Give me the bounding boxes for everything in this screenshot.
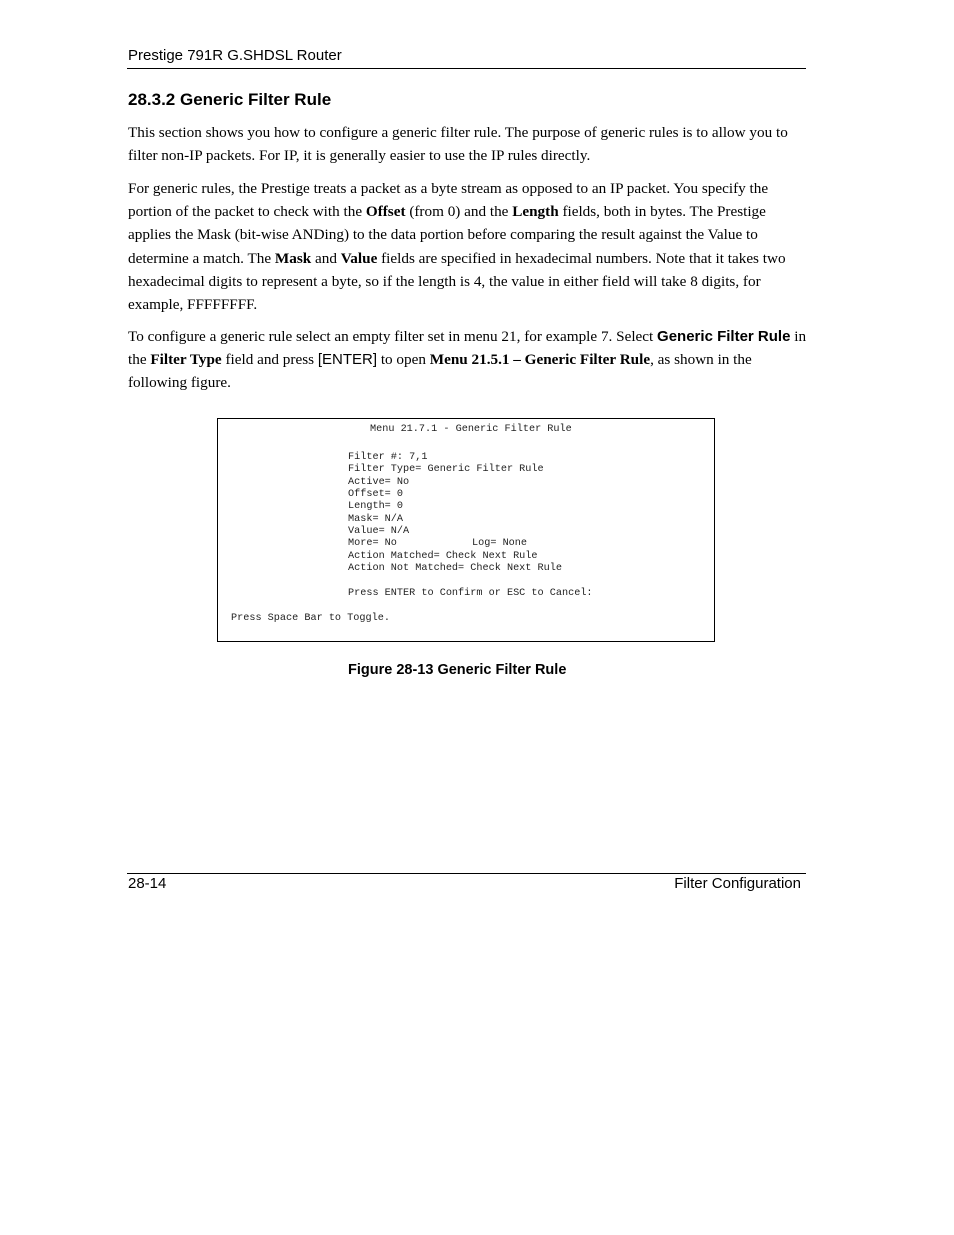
- bold-term-generic-filter-rule: Generic Filter Rule: [657, 328, 791, 345]
- figure-caption: Figure 28-13 Generic Filter Rule: [348, 662, 567, 678]
- bold-term-menu-name: Menu 21.5.1 – Generic Filter Rule: [429, 351, 651, 369]
- text-run: , as shown in the following figure.: [128, 351, 752, 392]
- terminal-mask: Mask= N/A: [348, 514, 404, 525]
- text-run: To configure a generic rule select an empty filter set in menu 21, for example 7. Select: [128, 328, 658, 345]
- bold-term-mask: Mask: [274, 249, 312, 267]
- paragraph-generic-rules: [128, 177, 808, 316]
- text-run: For generic rules, the Prestige treats a packet as a byte stream as opposed to an IP packet. You specify the portion of the packet to check with the: [128, 180, 769, 221]
- text-run: to open: [377, 351, 430, 369]
- footer-chapter-title: Filter Configuration: [674, 875, 801, 892]
- bold-term-value: Value: [340, 249, 378, 267]
- key-enter: [ENTER]: [317, 351, 378, 369]
- terminal-action-matched: Action Matched= Check Next Rule: [348, 551, 538, 562]
- text-run: field and press: [221, 351, 318, 369]
- terminal-more: More= No: [348, 538, 397, 549]
- section-heading: 28.3.2 Generic Filter Rule: [128, 90, 332, 109]
- terminal-value: Value= N/A: [348, 526, 410, 537]
- terminal-filter-type: Filter Type= Generic Filter Rule: [348, 464, 544, 475]
- terminal-length: Length= 0: [348, 501, 404, 512]
- text-run: fields, both in bytes. The Prestige applies the Mask (bit-wise ANDing) to the data portion before comparing the result against the Value to determine a match. The: [128, 203, 766, 267]
- header-divider: [127, 68, 806, 69]
- bold-term-filter-type: Filter Type: [150, 351, 222, 369]
- text-run: in the: [128, 328, 807, 369]
- footer-page-number: 28-14: [128, 875, 167, 892]
- terminal-confirm-prompt: Press ENTER to Confirm or ESC to Cancel:: [348, 588, 593, 599]
- terminal-toggle-hint: Press Space Bar to Toggle.: [231, 613, 390, 624]
- text-run: fields are specified in hexadecimal numbers. Note that it takes two hexadecimal digits to represent a byte, so if the length is 4, the value in either field will take 8 digits, for example, FFFFFFFF.: [128, 249, 786, 314]
- terminal-action-not-matched: Action Not Matched= Check Next Rule: [348, 563, 562, 574]
- paragraph-configure: [128, 325, 808, 395]
- footer-divider: [127, 873, 806, 874]
- text-run: (from 0) and the: [405, 203, 513, 221]
- bold-term-length: Length: [512, 203, 559, 221]
- terminal-active: Active= No: [348, 477, 410, 488]
- terminal-offset: Offset= 0: [348, 489, 404, 500]
- terminal-menu-title: Menu 21.7.1 - Generic Filter Rule: [370, 424, 572, 435]
- text-run: and: [311, 249, 341, 267]
- terminal-filter-number: Filter #: 7,1: [348, 452, 428, 463]
- terminal-screen-figure: [217, 418, 715, 642]
- paragraph-intro: This section shows you how to configure a generic filter rule. The purpose of generic rules is to allow you to filter non-IP packets. For IP, it is generally easier to use the IP rules directly.: [128, 124, 788, 165]
- running-header-title: Prestige 791R G.SHDSL Router: [128, 47, 342, 64]
- bold-term-offset: Offset: [365, 203, 406, 221]
- terminal-log: Log= None: [472, 538, 528, 549]
